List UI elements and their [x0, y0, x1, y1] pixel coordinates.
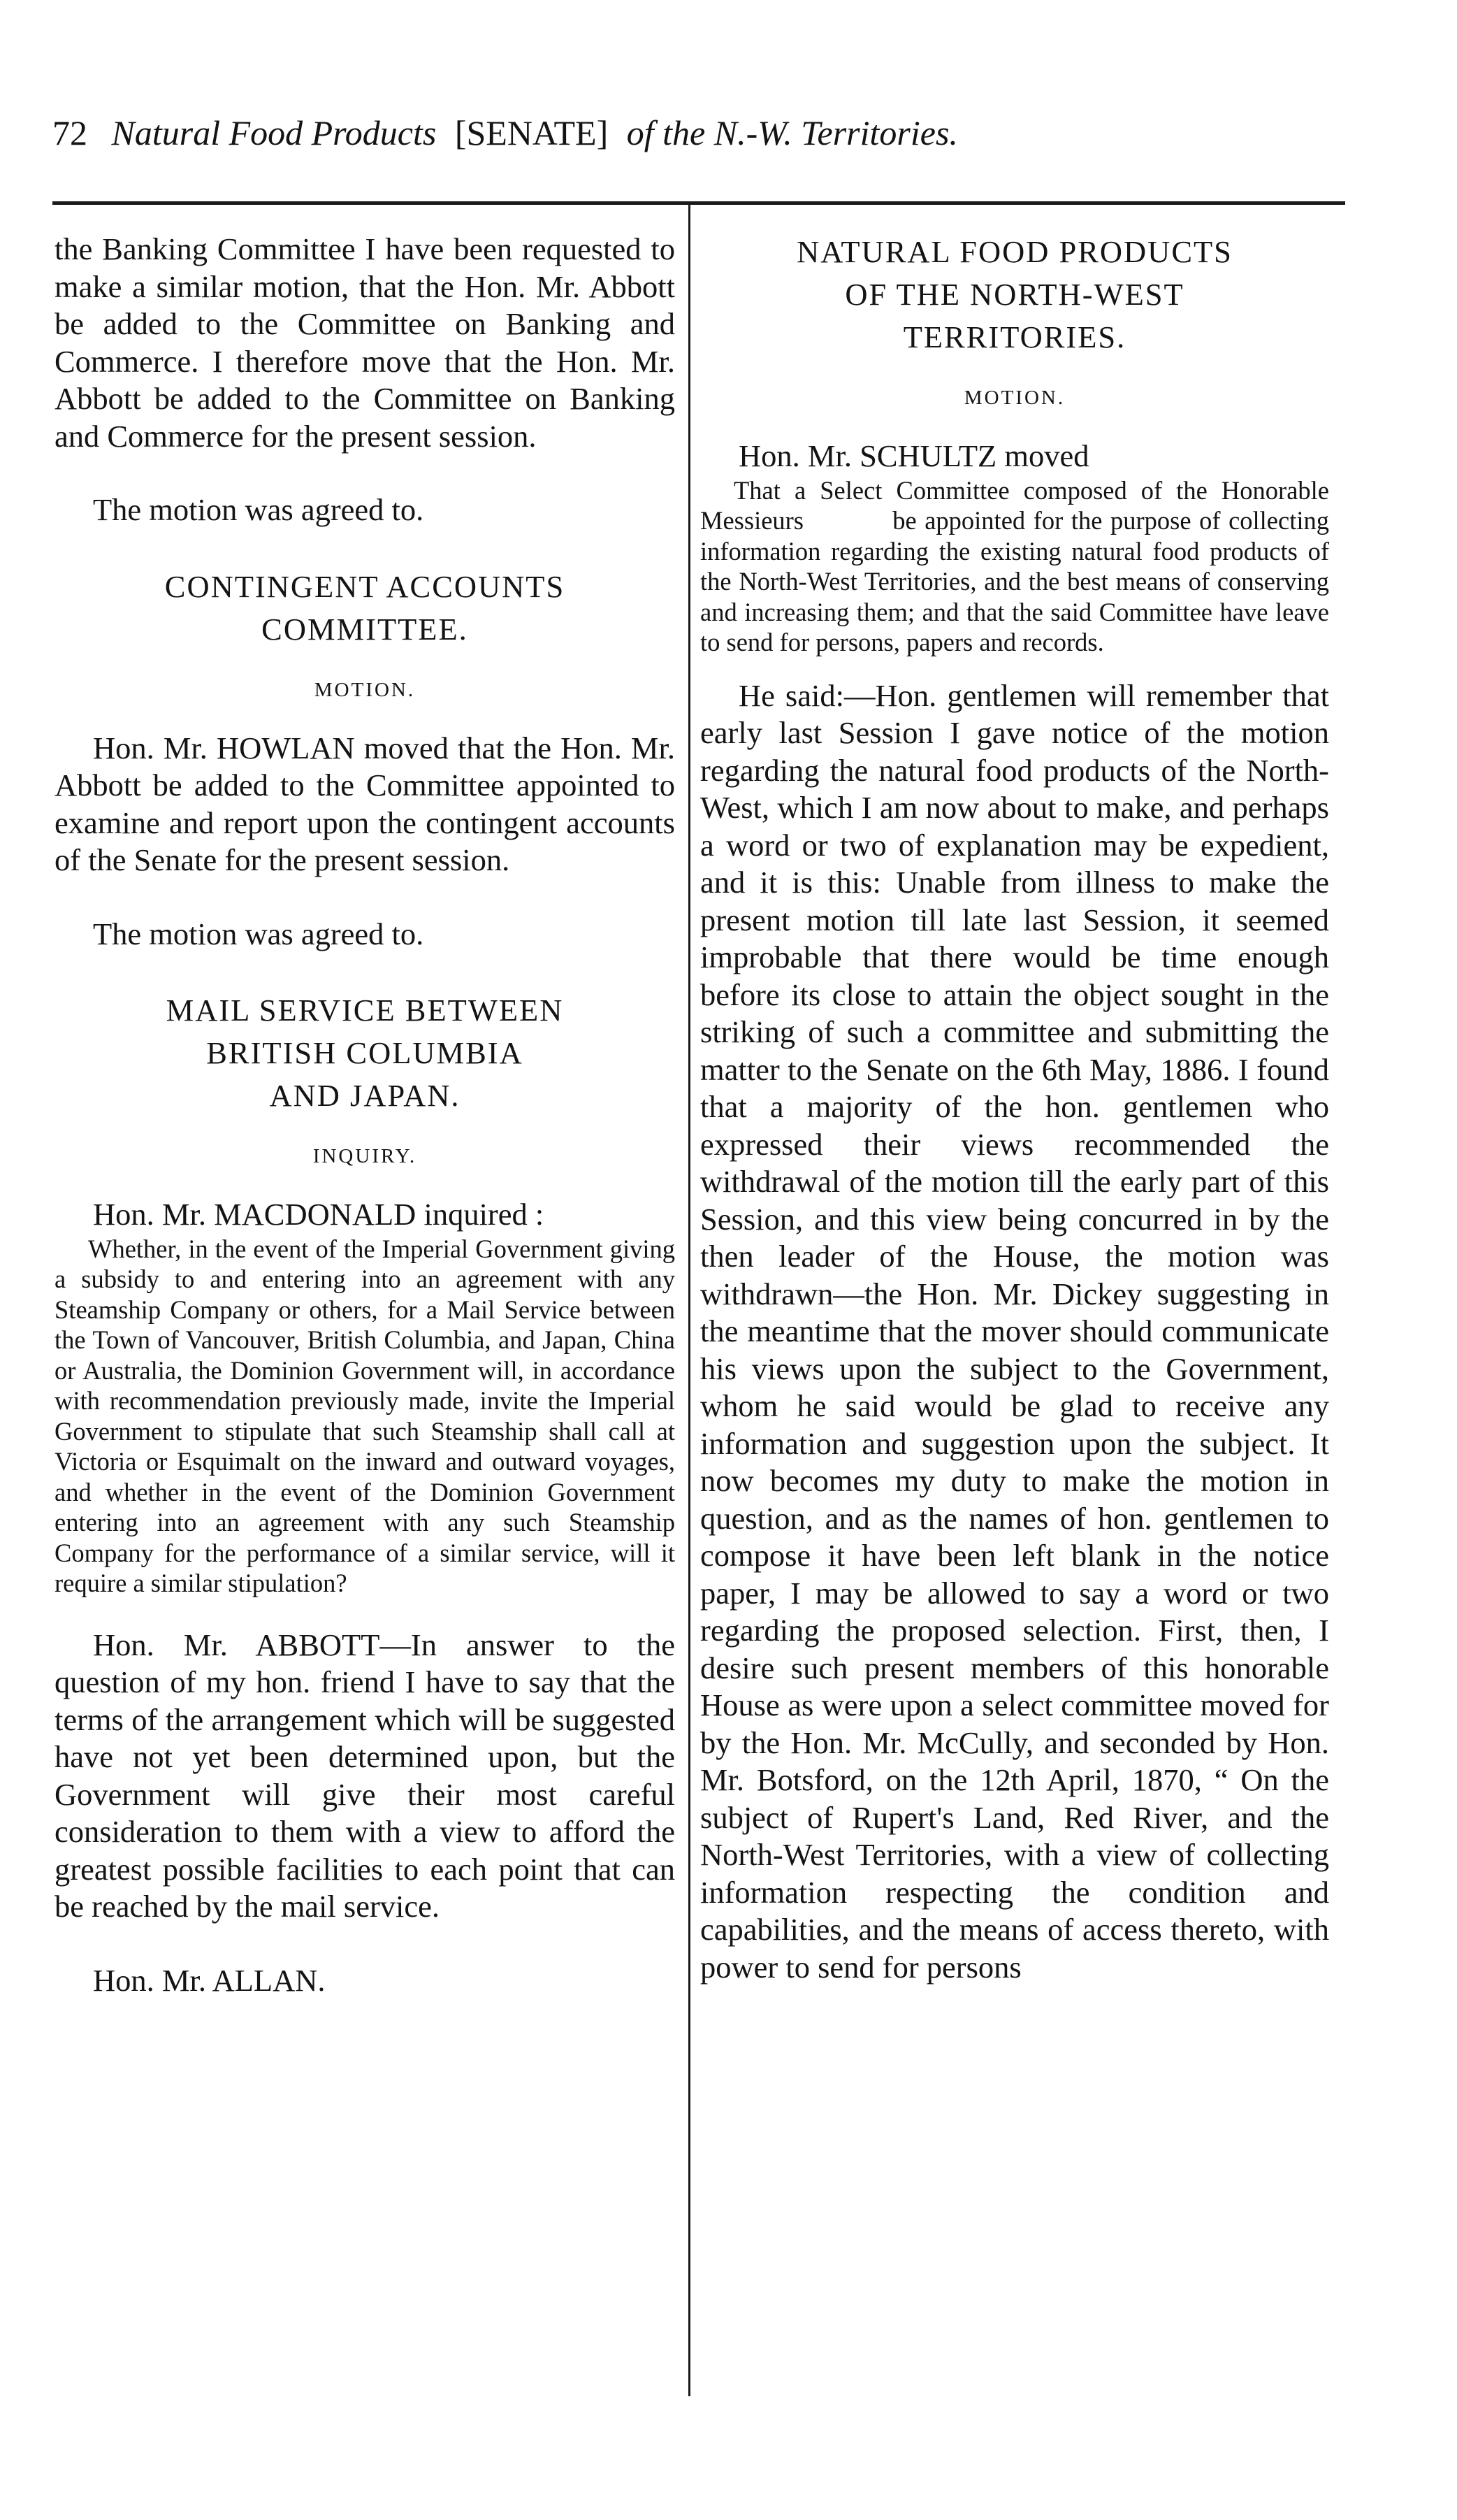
heading-line: OF THE NORTH-WEST	[845, 277, 1184, 312]
section-heading-food	[700, 231, 1329, 359]
motion-text: That a Select Committee composed of the Honorable Messieurs be appointed for the purpose of collecting information regarding the existing natural food products of the North-West Territories, and the best means of conserving and increasing them; and that the said Committee have leave to send for persons, papers and records.	[700, 475, 1336, 656]
heading-line: AND JAPAN.	[269, 1078, 461, 1113]
heading-line: TERRITORIES.	[903, 319, 1126, 354]
answer-text: —In answer to the question of my hon. friend I have to say that the terms of the arrangement which will be suggested have not yet been determined upon, but the Government will give their most careful consideration to them with a view to afford the greatest possible facilities to each point that can be reached by the mail service.	[55, 1627, 675, 1924]
running-title-right: of the N.-W. Territories.	[626, 113, 958, 152]
column-divider	[688, 201, 690, 2396]
speaker-name: Hon. Mr. MACDONALD	[93, 1197, 416, 1232]
speaker-text: inquired :	[423, 1197, 544, 1232]
agreed-paragraph-2: The motion was agreed to.	[93, 916, 424, 951]
speaker-name: Hon. Mr. SCHULTZ	[739, 438, 997, 473]
heading-line: CONTINGENT ACCOUNTS	[164, 568, 565, 604]
heading-line: BRITISH COLUMBIA	[206, 1035, 523, 1070]
inquiry-text: Whether, in the event of the Imperial Government giving a subsidy to and entering into an agreement with any Steamship Company or others, for a Mail Service between the Town of Vancouver, British Columbia, and Japan, China or Australia, the Dominion Government will, in accordance with recommendation previously made, invite the Imperial Government to stipulate that such Steamship shall call at Victoria or Esquimalt on the inward and outward voyages, and whether in the event of the Dominion Government entering into an agreement with any such Steamship Company for the performance of a similar service, will it require a similar stipulation?	[55, 1234, 675, 1597]
subheading-inquiry: INQUIRY.	[312, 1145, 417, 1167]
heading-line: COMMITTEE.	[261, 611, 468, 647]
subheading-motion: MOTION.	[314, 678, 416, 701]
section-heading-mail	[55, 989, 675, 1117]
speaker-text: moved	[1004, 438, 1089, 473]
abbott-paragraph	[55, 1627, 675, 1926]
schultz-speech: He said:—Hon. gentlemen will remember that early last Session I gave notice of the motion regarding the natural food products of the North-West, which I am now about to make, and perhaps a word or two of explanation may be expedient, and it is this: Unable from illness to make the present motion till late last Session, it seemed improbable that there would be time enough before its close to attain the object sought in the striking of such a committee and submitting the matter to the Senate on the 6th May, 1886. I found that a majority of the hon. gentlemen who expressed their views recommended the withdrawal of the motion till the early part of this Session, and this view being concurred in by the then leader of the House, the motion was withdrawn—the Hon. Mr. Dickey suggesting in the meantime that the mover should communicate his views upon the subject to the Government, whom he said would be glad to receive any information and suggestion upon the subject. It now becomes my duty to make the motion in question, and as the names of hon. gentlemen to compose it have been left blank in the notice paper, I may be allowed to say a word or two regarding the proposed selection. First, then, I desire such present members of this honorable House as were upon a select committee moved for by the Hon. Mr. McCully, and seconded by Hon. Mr. Botsford, on the 12th April, 1870, “ On the subject of Rupert's Land, Red River, and the North-West Territories, with a view of collecting information respecting the condition and capabilities, and the means of access thereto, with power to send for persons	[700, 677, 1329, 1985]
page-number: 72	[52, 113, 87, 152]
running-house: [SENATE]	[454, 113, 609, 152]
speaker-name: Hon. Mr. HOWLAN	[93, 730, 355, 765]
schultz-paragraph	[700, 438, 1329, 475]
running-title-left: Natural Food Products	[111, 113, 437, 152]
subheading-motion: MOTION.	[964, 387, 1066, 409]
heading-line: MAIL SERVICE BETWEEN	[166, 993, 564, 1028]
macdonald-paragraph	[55, 1196, 675, 1234]
allan-line: Hon. Mr. ALLAN.	[93, 1962, 326, 1998]
right-column	[700, 231, 1336, 1986]
left-column	[55, 231, 675, 1999]
heading-line: NATURAL FOOD PRODUCTS	[797, 234, 1233, 269]
agreed-paragraph-1: The motion was agreed to.	[93, 492, 424, 527]
speaker-text: moved that the Hon. Mr. Abbott be added to the Committee appointed to examine and report upon the contingent accounts of the Senate for the present session.	[55, 730, 675, 877]
section-heading-contingent	[55, 566, 675, 651]
speaker-name: Hon. Mr. ABBOTT	[93, 1627, 380, 1662]
intro-paragraph: the Banking Committee I have been requested to make a similar motion, that the Hon. Mr. Abbott be added to the Committee on Banking and Commerce. I therefore move that the Hon. Mr. Abbott be added to the Committee on Banking and Commerce for the present session.	[55, 231, 675, 454]
page-header	[52, 105, 1345, 161]
howlan-paragraph	[55, 730, 675, 879]
header-rule	[52, 201, 1345, 205]
